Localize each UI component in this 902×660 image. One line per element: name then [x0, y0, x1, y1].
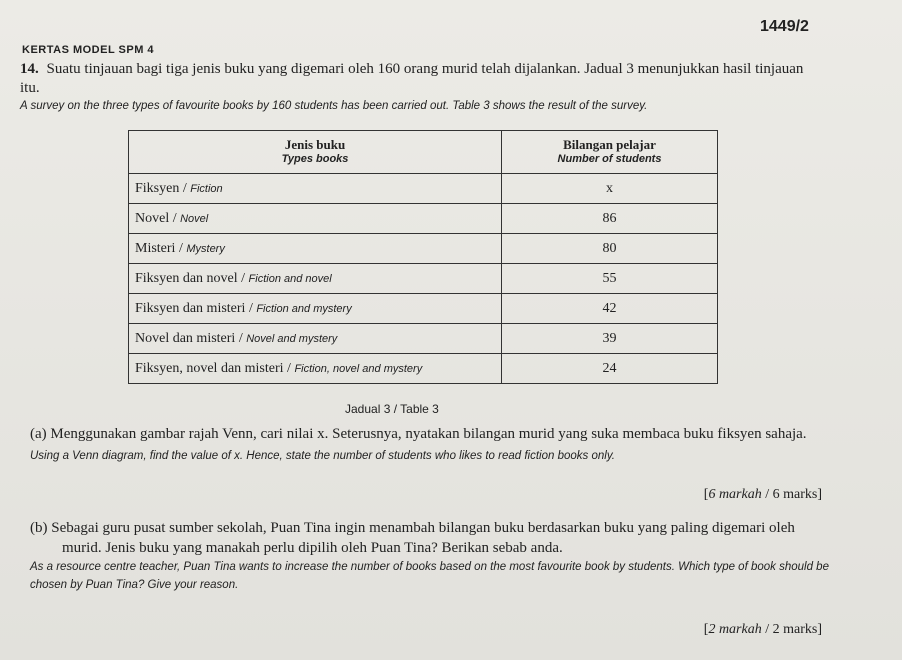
table-row [129, 324, 718, 354]
part-a-label: (a) [30, 426, 47, 442]
col-types-header-ms: Jenis buku [284, 137, 346, 152]
question-body-malay: Suatu tinjauan bagi tiga jenis buku yang digemari oleh 160 orang murid telah dijalankan. Jadual 3 menunjukkan hasil tinjauan itu. [20, 61, 804, 96]
part-b-body-malay: Sebagai guru pusat sumber sekolah, Puan Tina ingin menambah bilangan buku berdasarkan buku yang paling digemari oleh murid. Jenis buku yang manakah perlu dipilih oleh Puan Tina? Berikan sebab anda. [51, 520, 795, 556]
student-count-cell: 39 [502, 324, 718, 354]
part-a [30, 425, 830, 465]
table-row [129, 294, 718, 324]
question-text-malay [20, 60, 820, 98]
book-type-ms: Misteri [135, 240, 176, 256]
part-b-text-english: As a resource centre teacher, Puan Tina wants to increase the number of books based on the most favourite book by students. Which type of book should be chosen by Puan Tina? Give your reason. [30, 561, 829, 591]
book-type-cell: Misteri / Mystery [129, 234, 502, 264]
table-row [129, 204, 718, 234]
table-row [129, 264, 718, 294]
question-text-english: A survey on the three types of favourite books by 160 students has been carried out. Table 3 shows the result of the survey. [20, 100, 648, 112]
part-a-text-malay [30, 425, 830, 443]
table-row [129, 174, 718, 204]
student-count-cell: 24 [502, 354, 718, 384]
book-type-en: Mystery [186, 242, 225, 255]
student-count-cell: 55 [502, 264, 718, 294]
table-caption: Jadual 3 / Table 3 [345, 402, 439, 416]
student-count-cell: 80 [502, 234, 718, 264]
part-b-text-malay [30, 518, 830, 558]
part-a-marks-en: 6 marks [772, 487, 818, 502]
part-a-marks: [6 markah / 6 marks] [703, 487, 822, 502]
book-type-ms: Fiksyen [135, 180, 180, 196]
book-type-ms: Novel [135, 210, 170, 226]
book-type-cell: Fiksyen, novel dan misteri / Fiction, novel and mystery [129, 354, 502, 384]
student-count-cell: 86 [502, 204, 718, 234]
question-number: 14. [20, 61, 39, 77]
col-students-header-ms: Bilangan pelajar [563, 137, 656, 152]
table-row [129, 234, 718, 264]
book-type-cell: Novel dan misteri / Novel and mystery [129, 324, 502, 354]
col-students-header [502, 131, 718, 174]
part-b-marks: [2 markah / 2 marks] [703, 622, 822, 637]
paper-header: KERTAS MODEL SPM 4 [22, 44, 155, 56]
table-body [129, 174, 718, 384]
book-type-ms: Novel dan misteri [135, 330, 236, 346]
col-types-header-en: Types books [281, 153, 349, 165]
book-type-cell: Fiksyen dan misteri / Fiction and mystery [129, 294, 502, 324]
book-type-cell: Novel / Novel [129, 204, 502, 234]
part-b [30, 518, 830, 594]
part-a-marks-ms: 6 markah [708, 487, 762, 502]
book-type-en: Fiction and novel [248, 272, 332, 285]
book-type-ms: Fiksyen dan misteri [135, 300, 246, 316]
book-type-en: Fiction [190, 182, 223, 195]
col-students-header-en: Number of students [557, 153, 662, 165]
book-type-en: Fiction and mystery [256, 302, 352, 315]
student-count-cell: x [502, 174, 718, 204]
book-type-cell: Fiksyen / Fiction [129, 174, 502, 204]
book-type-en: Novel and mystery [246, 332, 338, 345]
table-row [129, 354, 718, 384]
book-type-ms: Fiksyen, novel dan misteri [135, 360, 284, 376]
paper-code: 1449/2 [760, 18, 809, 35]
book-type-cell: Fiksyen dan novel / Fiction and novel [129, 264, 502, 294]
part-b-marks-ms: 2 markah [708, 622, 762, 637]
part-b-marks-en: 2 marks [772, 622, 818, 637]
col-types-header [129, 131, 502, 174]
book-type-en: Fiction, novel and mystery [294, 362, 423, 375]
part-b-label: (b) [30, 520, 48, 536]
part-a-body-malay: Menggunakan gambar rajah Venn, cari nilai x. Seterusnya, nyatakan bilangan murid yang suka membaca buku fiksyen sahaja. [50, 426, 807, 442]
part-a-text-english: Using a Venn diagram, find the value of x. Hence, state the number of students who likes to read fiction books only. [30, 450, 615, 462]
table-header-row [129, 131, 718, 174]
book-type-ms: Fiksyen dan novel [135, 270, 238, 286]
survey-table [128, 130, 718, 384]
student-count-cell: 42 [502, 294, 718, 324]
book-type-en: Novel [180, 212, 209, 225]
